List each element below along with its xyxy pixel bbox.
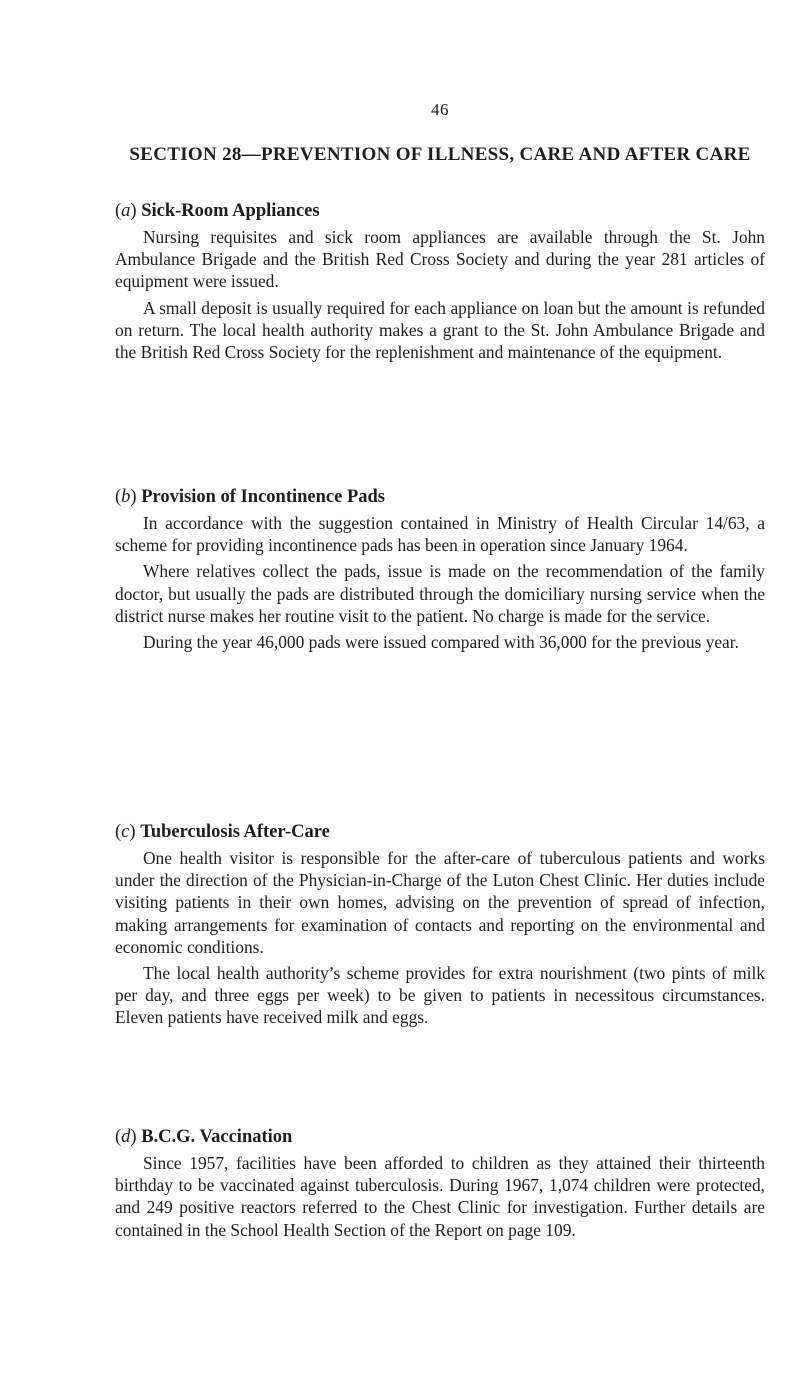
paragraph: Where relatives collect the pads, issue is made on the recommendation of the family doctor, but usually the pads are distributed through the domiciliary nursing service when the district nurse makes her routine visit to the patient. No charge is made for the service. — [115, 561, 765, 626]
subsection-title: Provision of Incontinence Pads — [141, 487, 385, 507]
subsection-tuberculosis-after-care — [115, 820, 765, 1029]
document-page — [115, 0, 765, 1385]
subsection-heading: (b) Provision of Incontinence Pads — [115, 487, 385, 507]
subsection-title: Tuberculosis After-Care — [140, 822, 330, 842]
subsection-title: B.C.G. Vaccination — [141, 1127, 293, 1147]
page-number: 46 — [431, 100, 449, 119]
subsection-heading: (c) Tuberculosis After-Care — [115, 822, 330, 842]
paragraph: During the year 46,000 pads were issued compared with 36,000 for the previous year. — [143, 632, 739, 653]
subsection-heading: (d) B.C.G. Vaccination — [115, 1127, 293, 1147]
subsection-sick-room-appliances — [115, 199, 765, 363]
subsection-bcg-vaccination — [115, 1125, 765, 1241]
paragraph: Nursing requisites and sick room appliances are available through the St. John Ambulance Brigade and the British Red Cross Society and during the year 281 articles of equipment were issued. — [115, 227, 765, 292]
paragraph: A small deposit is usually required for each appliance on loan but the amount is refunded on return. The local health authority makes a grant to the St. John Ambulance Brigade and the British Red Cross Society for the replenishment and maintenance of the equipment. — [115, 297, 765, 363]
subsection-heading: (a) Sick-Room Appliances — [115, 201, 320, 221]
subsection-letter: b — [121, 487, 131, 507]
subsection-letter: c — [121, 822, 130, 842]
subsection-title: Sick-Room Appliances — [141, 201, 320, 221]
paragraph: Since 1957, facilities have been afforded to children as they attained their thirteenth birthday to be vaccinated against tuberculosis. During 1967, 1,074 children were protected, and 249 positive reactors referred to the Chest Clinic for investigation. Further details are contained in the School Health Section of the Report on page 109. — [115, 1153, 765, 1240]
subsection-letter: a — [121, 201, 131, 221]
section-title: SECTION 28—PREVENTION OF ILLNESS, CARE AND AFTER CARE — [129, 144, 751, 165]
paragraph: The local health authority’s scheme provides for extra nourishment (two pints of milk per day, and three eggs per week) to be given to patients in necessitous circumstances. Eleven patients have received milk and eggs. — [115, 963, 765, 1028]
paragraph: One health visitor is responsible for the after-care of tuberculous patients and works under the direction of the Physician-in-Charge of the Luton Chest Clinic. Her duties include visiting patients in their own homes, advising on the prevention of spread of infection, making arrangements for examination of contacts and reporting on the environmental and economic conditions. — [115, 848, 765, 957]
paragraph: In accordance with the suggestion contained in Ministry of Health Circular 14/63, a scheme for providing incontinence pads has been in operation since January 1964. — [115, 513, 765, 556]
subsection-incontinence-pads — [115, 485, 765, 653]
subsection-letter: d — [121, 1127, 131, 1147]
